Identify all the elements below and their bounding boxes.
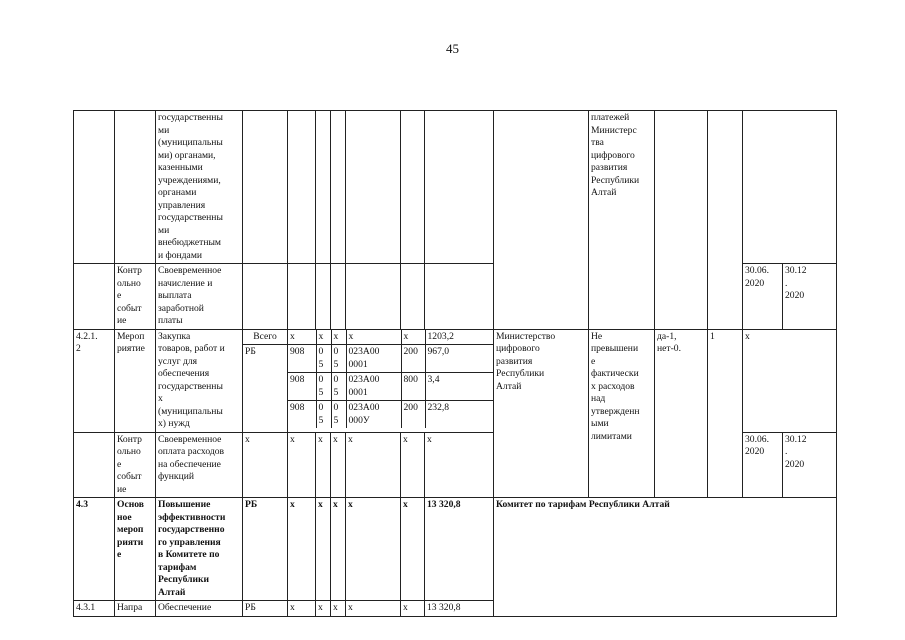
cell-unit bbox=[655, 111, 708, 264]
cell-rz bbox=[316, 111, 331, 264]
cell-amount: 13 320,8 bbox=[425, 498, 494, 601]
cell-value bbox=[708, 264, 743, 330]
cell-vr: х bbox=[401, 330, 425, 345]
cell-financing bbox=[288, 329, 494, 432]
cell-grbs: х bbox=[288, 498, 316, 601]
cell-name: Своевременное начисление и выплата заработной платы bbox=[156, 264, 243, 330]
table-row bbox=[74, 329, 837, 432]
cell-num: 4.3.1 bbox=[74, 601, 115, 617]
table-row bbox=[74, 264, 837, 330]
cell-pr bbox=[331, 111, 346, 264]
cell-name: Повышение эффективности государственно го управления в Комитете по тарифам Республики Алтай bbox=[156, 498, 243, 601]
cell-amount: 967,0 bbox=[425, 345, 494, 373]
cell-csr: х bbox=[346, 330, 401, 345]
cell-rz: 0 5 bbox=[316, 373, 331, 401]
cell-rz: х bbox=[316, 330, 331, 345]
cell-num: 4.2.1. 2 bbox=[74, 329, 115, 432]
cell-source bbox=[243, 329, 288, 432]
cell-vr: х bbox=[401, 498, 425, 601]
budget-table bbox=[73, 110, 837, 617]
financing-line bbox=[288, 373, 494, 401]
cell-type: Мероп риятие bbox=[115, 329, 156, 432]
cell-grbs: х bbox=[288, 330, 316, 345]
cell-grbs: 908 bbox=[290, 402, 305, 413]
cell-source bbox=[243, 111, 288, 264]
table-row bbox=[74, 111, 837, 264]
cell-indicator: Не превышени е фактически х расходов над утвержденн ыми лимитами bbox=[589, 329, 655, 498]
cell-amount bbox=[425, 264, 494, 330]
cell-grbs: х bbox=[288, 601, 316, 617]
cell-vr: 800 bbox=[401, 373, 425, 401]
cell-date-end: 30.12 . 2020 bbox=[783, 432, 837, 498]
cell-amount: х bbox=[425, 432, 494, 498]
cell-name: государственны ми (муниципальны ми) органами, казенными учреждениями, органами управления государственны ми внебюджетным и фондами bbox=[156, 111, 243, 264]
cell-csr: х bbox=[346, 601, 401, 617]
table-row bbox=[74, 498, 837, 601]
cell-indicator bbox=[589, 264, 655, 330]
cell-vr bbox=[401, 264, 425, 330]
cell-grbs: 908 bbox=[288, 373, 316, 401]
cell-value bbox=[708, 111, 743, 264]
cell-grbs bbox=[288, 264, 316, 330]
cell-num bbox=[74, 432, 115, 498]
cell-rz: 0 5 bbox=[316, 401, 331, 429]
cell-grbs bbox=[288, 111, 316, 264]
cell-amount: 232,8 bbox=[425, 401, 494, 429]
cell-csr: 023А00 0001 bbox=[346, 373, 401, 401]
cell-executor bbox=[494, 264, 589, 330]
cell-pr: х bbox=[331, 432, 346, 498]
cell-rz: х bbox=[316, 601, 331, 617]
cell-value: 1 bbox=[708, 329, 743, 498]
cell-type: Контр ольно е событ ие bbox=[115, 432, 156, 498]
cell-vr: 200 bbox=[401, 345, 425, 373]
cell-type: Контр ольно е событ ие bbox=[115, 264, 156, 330]
cell-dates: х bbox=[743, 329, 837, 432]
cell-pr: 0 5 bbox=[331, 401, 346, 429]
cell-executor bbox=[494, 111, 589, 264]
cell-num: 4.3 bbox=[74, 498, 115, 601]
cell-csr: 023А00 000У bbox=[346, 401, 401, 429]
cell-executor: Комитет по тарифам Республики Алтай bbox=[494, 498, 837, 617]
cell-amount: 1203,2 bbox=[425, 330, 494, 345]
cell-type bbox=[115, 111, 156, 264]
financing-lines bbox=[288, 330, 494, 429]
source-total: Всего bbox=[243, 330, 287, 346]
cell-executor: Министерство цифрового развития Республики Алтай bbox=[494, 329, 589, 498]
cell-csr: х bbox=[346, 498, 401, 601]
cell-vr: 200 bbox=[401, 401, 425, 429]
cell-indicator: платежей Министерс тва цифрового развития Республики Алтай bbox=[589, 111, 655, 264]
cell-name: Закупка товаров, работ и услуг для обеспечения государственны х (муниципальны х) нужд bbox=[156, 329, 243, 432]
cell-vr: х bbox=[401, 601, 425, 617]
cell-vr: х bbox=[401, 432, 425, 498]
source-rb: РБ bbox=[245, 346, 256, 357]
cell-pr: 0 5 bbox=[331, 373, 346, 401]
cell-pr bbox=[331, 264, 346, 330]
cell-pr: х bbox=[331, 330, 346, 345]
cell-type: Напра bbox=[115, 601, 156, 617]
cell-rz bbox=[316, 264, 331, 330]
cell-csr bbox=[346, 264, 401, 330]
cell-amount: 3,4 bbox=[425, 373, 494, 401]
page-number: 45 bbox=[446, 41, 459, 56]
cell-csr: х bbox=[346, 432, 401, 498]
cell-unit bbox=[655, 264, 708, 330]
cell-num bbox=[74, 264, 115, 330]
cell-csr bbox=[346, 111, 401, 264]
cell-grbs: 908 bbox=[288, 345, 316, 373]
cell-source: РБ bbox=[243, 601, 288, 617]
cell-pr: х bbox=[331, 601, 346, 617]
cell-source: РБ bbox=[243, 498, 288, 601]
financing-total-row bbox=[288, 330, 494, 345]
cell-type: Основ ное мероп рияти е bbox=[115, 498, 156, 601]
cell-source bbox=[243, 264, 288, 330]
cell-date-start: 30.06. 2020 bbox=[743, 264, 783, 330]
cell-vr bbox=[401, 111, 425, 264]
financing-line bbox=[288, 401, 494, 429]
cell-grbs: х bbox=[288, 432, 316, 498]
cell-name: Своевременное оплата расходов на обеспечение функций bbox=[156, 432, 243, 498]
cell-rz: х bbox=[316, 498, 331, 601]
cell-pr: х bbox=[331, 498, 346, 601]
cell-pr: 0 5 bbox=[331, 345, 346, 373]
cell-unit: да-1, нет-0. bbox=[655, 329, 708, 498]
cell-date-end: 30.12 . 2020 bbox=[783, 264, 837, 330]
cell-date-start: 30.06. 2020 bbox=[743, 432, 783, 498]
cell-rz: 0 5 bbox=[316, 345, 331, 373]
cell-amount bbox=[425, 111, 494, 264]
cell-name: Обеспечение bbox=[156, 601, 243, 617]
cell-dates bbox=[743, 111, 837, 264]
cell-rz: х bbox=[316, 432, 331, 498]
financing-line bbox=[288, 345, 494, 373]
cell-num bbox=[74, 111, 115, 264]
cell-source: х bbox=[243, 432, 288, 498]
cell-csr: 023А00 0001 bbox=[346, 345, 401, 373]
cell-amount: 13 320,8 bbox=[425, 601, 494, 617]
